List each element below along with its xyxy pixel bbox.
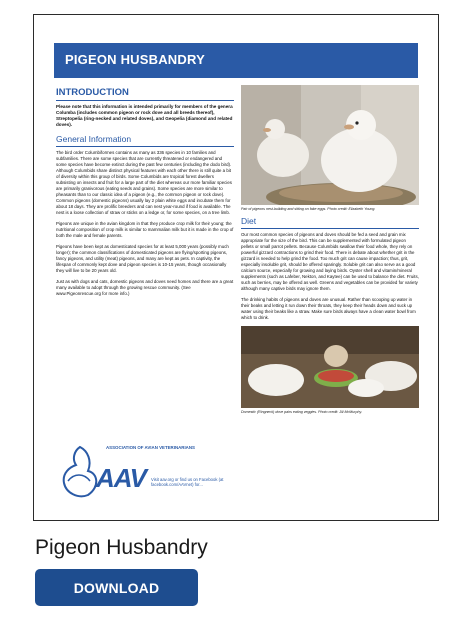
pigeons-nesting-photo [241,85,419,205]
document-banner [54,43,418,78]
document-preview[interactable] [33,14,439,521]
section-rule [56,146,234,147]
section-rule [56,100,234,101]
general-paragraph-1: The bird order Columbiformes contains as many as 336 species in 10 families and subfamilies. There are some species that are currently threatened or endangered and some species have become extinct during the past few centuries (including the dodo bird). Although Columbids share distinct physical features with each other there is still quite a bit of diversity within this group of birds. Some Columbids are tropical forest dwellers subsisting on insects and fruit for a large part of the diet whereas our more familiar species are primarily granivorous (eating seeds and grains). Some species are more similar to pheasants than to our classic idea of a pigeon (e.g., the common pigeon or rock dove). Common pigeons (domestic pigeons) usually lay 2 plain white eggs and incubate them for about 18 days. They are prolific breeders and can nest year-round if food is available. The nest is a loose collection of straw or sticks on a ledge or, for some species, on a tree limb. [56,150,232,216]
photo2-caption: Domestic (Ringneck) dove pairs eating veggies. Photo credit: Jill McMurphy. [241,410,362,414]
photo1-caption: Pair of pigeons nest-building and sitting on fake eggs. Photo credit: Elizabeth Young. [241,207,376,211]
section-rule [241,228,419,229]
intro-text: Please note that this information is intended primarily for members of the genera Columba (includes common pigeon or rock dove and all breeds thereof), Streptopelia (ring-necked and related doves), and Geopelia (diamond and related doves). [56,104,233,128]
general-info-heading: General Information [56,134,132,145]
logo-aav-text: AAV [96,463,146,493]
document-left-column [56,87,234,302]
pigeons-nesting-illustration [241,85,419,205]
aav-logo [56,439,234,501]
general-paragraph-3: Pigeons have been kept as domesticated species for at least 5,000 years (possibly much longer); the common classifications of domesticated pigeons are flying/sporting pigeons, fancy pigeons, and utility (meat) pigeons, and many are kept as pets. In captivity, the lifespan of commonly kept dove and pigeon species is 10-15 years, though occasionally they will live to be 20 years old. [56,244,229,274]
diet-paragraph-2: The drinking habits of pigeons and doves are unusual. Rather than scooping up water in their beaks and letting it run down their throats, they keep their heads down and suck up water using their beaks like a straw. Make sure birds always have a clean water bowl from which to drink. [241,297,416,320]
download-button[interactable]: DOWNLOAD [35,569,198,606]
doves-eating-illustration [241,326,419,408]
doves-eating-photo [241,326,419,408]
diet-heading: Diet [241,216,257,226]
intro-heading: INTRODUCTION [56,87,129,98]
document-right-column [241,87,419,419]
logo-visit-text: Visit aav.org or find us on Facebook (at facebook.com/AAVnet) for... [151,477,224,488]
general-paragraph-4: Just as with dogs and cats, domestic pigeons and doves need homes and there are a great many available to adopt through the growing rescue community. (See www.Pigeonrescue.org for more info.) [56,279,234,297]
diet-paragraph-1: Our most common species of pigeons and doves should be fed a seed and grain mix appropriate for the size of the bird. This can be supplemented with formulated pigeon pellets or small parrot pellets. Because Columbids swallow their food whole, they rely on powerful gizzard contractions to grind their food. There is debate about whether grit in the gizzard is needed to help grind the food. Too much grit can cause impaction; thus, grit, especially insoluble grit, should be offered sparingly. Soluble grit can also serve as a good calcium source, especially for growing and laying birds. Oyster shell and vitamin/mineral supplements (such as Lafeber, Nekton, and Kaytee) can be used to balance the diet. Fruits, such as berries, may be offered as well. Greens and vegetables can be provided for variety although many captive birds may ignore them. [241,232,419,291]
page-title: Pigeon Husbandry [35,536,208,559]
logo-association-text: ASSOCIATION OF AVIAN VETERINARIANS [106,445,195,450]
document-banner-title: PIGEON HUSBANDRY [65,52,205,67]
general-paragraph-2: Pigeons are unique in the avian kingdom in that they produce crop milk for their young; the nutritional composition of crop milk is similar to mammalian milk but it is made in the crop of both the male and female parents. [56,221,234,239]
